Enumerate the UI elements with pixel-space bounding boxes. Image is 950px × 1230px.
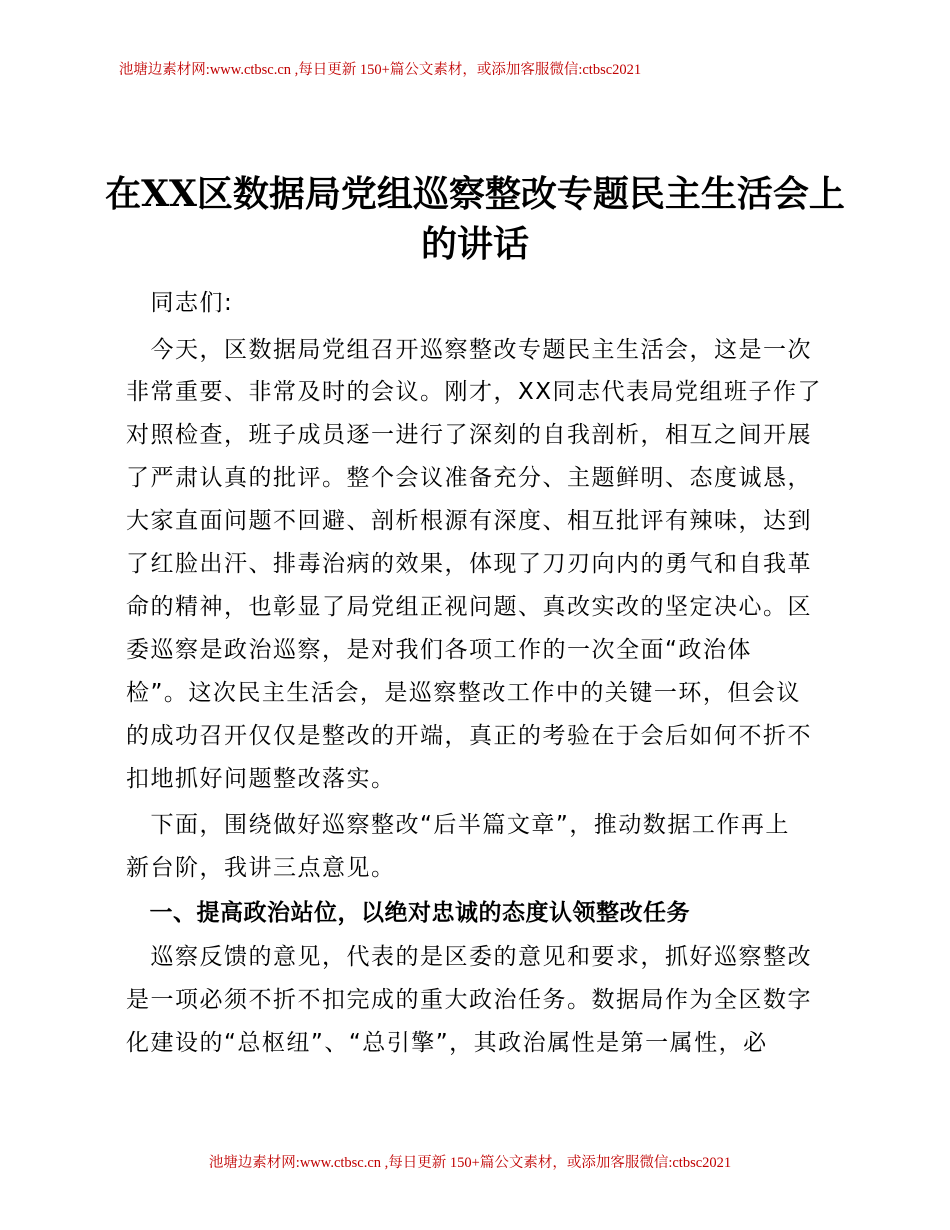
body-line: 对照检查，班子成员逐一进行了深刻的自我剖析，相互之间开展: [126, 422, 812, 448]
document-title-line-2: 的讲话: [420, 223, 529, 265]
body-line: 新台阶，我讲三点意见。: [126, 855, 396, 881]
body-line: 委巡察是政治巡察，是对我们各项工作的一次全面“政治体: [126, 637, 752, 663]
body-line: 大家直面问题不回避、剖析根源有深度、相互批评有辣味，达到: [126, 508, 812, 534]
body-line: 了严肃认真的批评。整个会议准备充分、主题鲜明、态度诚恳，: [126, 465, 812, 491]
body-line: 是一项必须不折不扣完成的重大政治任务。数据局作为全区数字: [126, 987, 812, 1013]
footer-watermark: 池塘边素材网:www.ctbsc.cn ,每日更新 150+篇公文素材，或添加客服微信:ctbsc2021: [208, 1155, 732, 1171]
body-line: 今天，区数据局党组召开巡察整改专题民主生活会，这是一次: [126, 337, 812, 363]
body-line: 非常重要、非常及时的会议。刚才，XX同志代表局党组班子作了: [126, 379, 823, 405]
body-line: 巡察反馈的意见，代表的是区委的意见和要求，抓好巡察整改: [126, 944, 812, 970]
section-heading-1: 一、提高政治站位，以绝对忠诚的态度认领整改任务: [126, 900, 690, 926]
salutation: 同志们:: [126, 290, 234, 316]
body-line: 下面，围绕做好巡察整改“后半篇文章”，推动数据工作再上: [126, 812, 790, 838]
body-line: 了红脸出汗、排毒治病的效果，体现了刀刃向内的勇气和自我革: [126, 551, 812, 577]
body-line: 的成功召开仅仅是整改的开端，真正的考验在于会后如何不折不: [126, 723, 812, 749]
body-line: 检”。这次民主生活会，是巡察整改工作中的关键一环，但会议: [126, 680, 801, 706]
body-line: 命的精神，也彰显了局党组正视问题、真改实改的坚定决心。区: [126, 594, 812, 620]
body-line: 扣地抓好问题整改落实。: [126, 766, 396, 792]
header-watermark: 池塘边素材网:www.ctbsc.cn ,每日更新 150+篇公文素材，或添加客服微信:ctbsc2021: [118, 62, 642, 78]
document-title-line-1: 在XX区数据局党组巡察整改专题民主生活会上: [105, 173, 845, 215]
body-line: 化建设的“总枢纽”、“总引擎”，其政治属性是第一属性，必: [126, 1030, 768, 1056]
